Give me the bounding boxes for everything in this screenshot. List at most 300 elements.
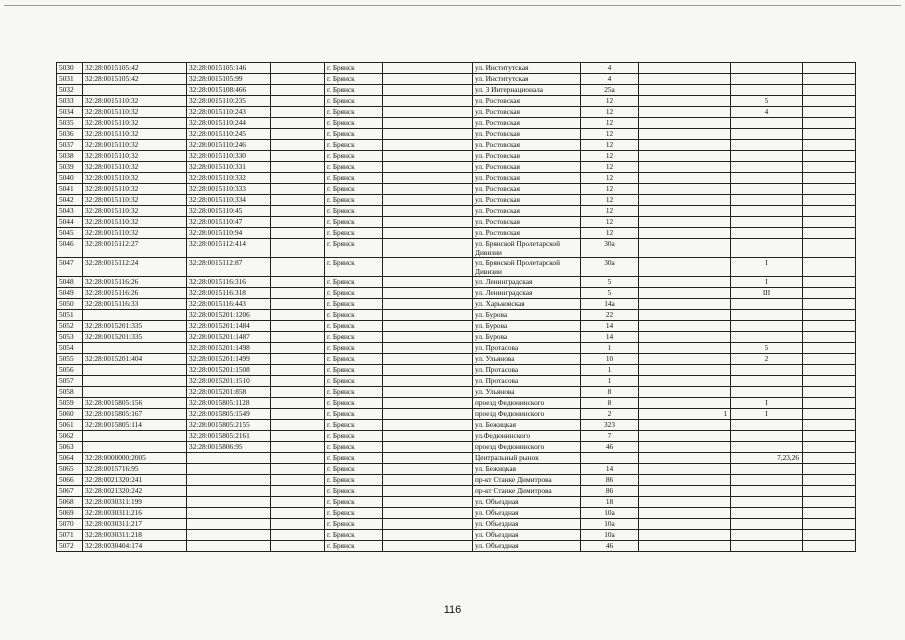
cell-room: [731, 63, 803, 74]
cell-building: [639, 151, 731, 162]
cell-parent-cadastral-number: 32:28:0000000:2005: [83, 453, 187, 464]
cell-cadastral-number: 32:28:0015201:1487: [187, 332, 271, 343]
cell-cadastral-number: 32:28:0015201:1498: [187, 343, 271, 354]
cell-house-number: 2: [581, 409, 639, 420]
cell-empty-col-c: [803, 453, 856, 464]
cell-parent-cadastral-number: 32:28:0015105:42: [83, 63, 187, 74]
cell-building: [639, 541, 731, 552]
cell-cadastral-number: 32:28:0015805:2155: [187, 420, 271, 431]
cell-empty-col-c: [803, 464, 856, 475]
cell-row-number: 5047: [57, 258, 83, 277]
cell-city: г. Брянск: [325, 299, 383, 310]
cell-street: ул. Ростовская: [473, 107, 581, 118]
table-row: [57, 442, 856, 453]
cell-street: пр-кт Станке Димитрова: [473, 475, 581, 486]
cell-empty-col-b: [383, 206, 473, 217]
cell-building: [639, 442, 731, 453]
cell-house-number: 12: [581, 151, 639, 162]
cell-empty-col-b: [383, 508, 473, 519]
cell-parent-cadastral-number: 32:28:0015110:32: [83, 107, 187, 118]
cell-street: ул. Объездная: [473, 530, 581, 541]
cell-street: ул. Ростовская: [473, 162, 581, 173]
cell-parent-cadastral-number: 32:28:0015805:156: [83, 398, 187, 409]
cell-empty-col-a: [271, 343, 325, 354]
cell-empty-col-b: [383, 239, 473, 258]
table-row: [57, 299, 856, 310]
cell-building: [639, 519, 731, 530]
cell-empty-col-c: [803, 431, 856, 442]
cell-row-number: 5060: [57, 409, 83, 420]
cell-empty-col-a: [271, 475, 325, 486]
cell-row-number: 5055: [57, 354, 83, 365]
cell-empty-col-c: [803, 96, 856, 107]
table-row: [57, 530, 856, 541]
cell-cadastral-number: [187, 530, 271, 541]
table-row: [57, 206, 856, 217]
cell-city: г. Брянск: [325, 519, 383, 530]
cell-parent-cadastral-number: [83, 376, 187, 387]
cell-room: [731, 206, 803, 217]
cell-empty-col-a: [271, 398, 325, 409]
cell-house-number: 8: [581, 387, 639, 398]
cell-row-number: 5031: [57, 74, 83, 85]
cell-row-number: 5061: [57, 420, 83, 431]
cell-room: I: [731, 258, 803, 277]
cell-city: г. Брянск: [325, 409, 383, 420]
cell-house-number: 1: [581, 376, 639, 387]
cell-empty-col-a: [271, 299, 325, 310]
cell-room: 5: [731, 343, 803, 354]
cell-building: [639, 332, 731, 343]
cell-city: г. Брянск: [325, 277, 383, 288]
table-row: [57, 85, 856, 96]
cell-row-number: 5051: [57, 310, 83, 321]
cell-street: ул. Ростовская: [473, 140, 581, 151]
cell-street: Центральный рынок: [473, 453, 581, 464]
cell-parent-cadastral-number: [83, 85, 187, 96]
cell-room: [731, 173, 803, 184]
cell-parent-cadastral-number: 32:28:0015201:335: [83, 332, 187, 343]
cell-street: ул. Протасова: [473, 365, 581, 376]
cell-street: ул. Ростовская: [473, 206, 581, 217]
cell-building: [639, 486, 731, 497]
cell-row-number: 5049: [57, 288, 83, 299]
cell-parent-cadastral-number: 32:28:0015105:42: [83, 74, 187, 85]
cell-street: ул. Ростовская: [473, 195, 581, 206]
cell-city: г. Брянск: [325, 206, 383, 217]
cell-building: [639, 129, 731, 140]
cell-city: г. Брянск: [325, 288, 383, 299]
cell-empty-col-b: [383, 343, 473, 354]
cell-row-number: 5070: [57, 519, 83, 530]
table-row: [57, 217, 856, 228]
cell-house-number: 14: [581, 464, 639, 475]
cell-empty-col-c: [803, 74, 856, 85]
cell-house-number: 46: [581, 442, 639, 453]
cell-empty-col-b: [383, 173, 473, 184]
table-row: [57, 409, 856, 420]
table-row: [57, 453, 856, 464]
cell-house-number: 46: [581, 541, 639, 552]
cell-room: [731, 475, 803, 486]
cell-house-number: 86: [581, 486, 639, 497]
cell-city: г. Брянск: [325, 486, 383, 497]
table-row: [57, 258, 856, 277]
cell-street: ул. Ульянова: [473, 387, 581, 398]
cell-street: ул. Протасова: [473, 376, 581, 387]
cell-cadastral-number: 32:28:0015110:243: [187, 107, 271, 118]
table-row: [57, 288, 856, 299]
cell-parent-cadastral-number: 32:28:0030404:174: [83, 541, 187, 552]
cell-cadastral-number: 32:28:0015110:45: [187, 206, 271, 217]
cell-building: [639, 118, 731, 129]
cell-room: [731, 321, 803, 332]
cell-empty-col-a: [271, 217, 325, 228]
cell-building: [639, 398, 731, 409]
cell-street: ул. Ростовская: [473, 96, 581, 107]
cell-parent-cadastral-number: 32:28:0015116:26: [83, 277, 187, 288]
cell-room: [731, 140, 803, 151]
cell-street: ул. Бежицкая: [473, 420, 581, 431]
cell-cadastral-number: 32:28:0015105:146: [187, 63, 271, 74]
cell-empty-col-b: [383, 541, 473, 552]
cell-row-number: 5067: [57, 486, 83, 497]
cell-empty-col-c: [803, 140, 856, 151]
cell-room: [731, 228, 803, 239]
cell-empty-col-a: [271, 332, 325, 343]
cell-city: г. Брянск: [325, 63, 383, 74]
cell-empty-col-a: [271, 74, 325, 85]
cell-row-number: 5048: [57, 277, 83, 288]
cell-room: [731, 431, 803, 442]
cell-empty-col-c: [803, 365, 856, 376]
cell-empty-col-a: [271, 195, 325, 206]
cell-room: [731, 464, 803, 475]
cell-empty-col-a: [271, 129, 325, 140]
cell-empty-col-c: [803, 217, 856, 228]
cell-empty-col-b: [383, 354, 473, 365]
cell-empty-col-b: [383, 151, 473, 162]
cell-empty-col-c: [803, 387, 856, 398]
cell-empty-col-a: [271, 310, 325, 321]
table-row: [57, 239, 856, 258]
cell-empty-col-b: [383, 288, 473, 299]
cell-row-number: 5071: [57, 530, 83, 541]
cell-empty-col-c: [803, 442, 856, 453]
cell-parent-cadastral-number: [83, 431, 187, 442]
cell-city: г. Брянск: [325, 343, 383, 354]
cell-empty-col-b: [383, 195, 473, 206]
cell-cadastral-number: 32:28:0015110:244: [187, 118, 271, 129]
cell-room: [731, 497, 803, 508]
cell-room: [731, 74, 803, 85]
cell-house-number: 323: [581, 420, 639, 431]
cell-building: [639, 63, 731, 74]
cell-empty-col-a: [271, 486, 325, 497]
cell-street: проезд Федюнинского: [473, 398, 581, 409]
cell-empty-col-a: [271, 354, 325, 365]
cell-street: пр-кт Станке Димитрова: [473, 486, 581, 497]
cell-cadastral-number: 32:28:0015108:466: [187, 85, 271, 96]
cell-cadastral-number: [187, 453, 271, 464]
cell-cadastral-number: 32:28:0015112:414: [187, 239, 271, 258]
cell-row-number: 5068: [57, 497, 83, 508]
cell-empty-col-c: [803, 239, 856, 258]
cell-cadastral-number: 32:28:0015110:94: [187, 228, 271, 239]
cell-row-number: 5034: [57, 107, 83, 118]
cell-city: г. Брянск: [325, 85, 383, 96]
table-row: [57, 497, 856, 508]
cell-house-number: 10а: [581, 508, 639, 519]
cell-city: г. Брянск: [325, 365, 383, 376]
cell-empty-col-b: [383, 277, 473, 288]
cell-parent-cadastral-number: 32:28:0015112:24: [83, 258, 187, 277]
cell-row-number: 5069: [57, 508, 83, 519]
cell-empty-col-c: [803, 118, 856, 129]
cell-city: г. Брянск: [325, 151, 383, 162]
table-row: [57, 431, 856, 442]
cell-empty-col-c: [803, 299, 856, 310]
cell-street: ул. Брянской Пролетарской Дивизии: [473, 258, 581, 277]
cell-empty-col-b: [383, 162, 473, 173]
cell-street: ул. Бурова: [473, 321, 581, 332]
cell-empty-col-c: [803, 228, 856, 239]
cell-house-number: 4: [581, 74, 639, 85]
cell-street: ул. Ростовская: [473, 184, 581, 195]
cell-row-number: 5039: [57, 162, 83, 173]
cell-street: ул. Ростовская: [473, 151, 581, 162]
cell-room: 2: [731, 354, 803, 365]
cell-house-number: 22: [581, 310, 639, 321]
top-border-line: [4, 5, 901, 6]
cell-building: [639, 195, 731, 206]
cell-empty-col-c: [803, 497, 856, 508]
cell-building: [639, 530, 731, 541]
cell-empty-col-c: [803, 184, 856, 195]
cell-city: г. Брянск: [325, 107, 383, 118]
cell-room: [731, 376, 803, 387]
cell-building: [639, 299, 731, 310]
table-row: [57, 277, 856, 288]
table-row: [57, 486, 856, 497]
cell-city: г. Брянск: [325, 453, 383, 464]
cell-parent-cadastral-number: [83, 365, 187, 376]
cell-parent-cadastral-number: [83, 442, 187, 453]
cell-street: ул. Протасова: [473, 343, 581, 354]
cell-house-number: 4: [581, 63, 639, 74]
cell-city: г. Брянск: [325, 354, 383, 365]
cell-empty-col-b: [383, 258, 473, 277]
cell-cadastral-number: 32:28:0015110:245: [187, 129, 271, 140]
cell-house-number: 12: [581, 173, 639, 184]
cell-cadastral-number: 32:28:0015110:235: [187, 96, 271, 107]
cell-parent-cadastral-number: 32:28:0030311:217: [83, 519, 187, 530]
cell-cadastral-number: 32:28:0015110:332: [187, 173, 271, 184]
cell-row-number: 5065: [57, 464, 83, 475]
cell-parent-cadastral-number: 32:28:0015112:27: [83, 239, 187, 258]
cell-empty-col-a: [271, 288, 325, 299]
cell-empty-col-a: [271, 387, 325, 398]
cell-building: [639, 74, 731, 85]
page-number: 116: [443, 604, 462, 616]
cell-empty-col-c: [803, 85, 856, 96]
cell-empty-col-b: [383, 299, 473, 310]
cell-cadastral-number: 32:28:0015806:95: [187, 442, 271, 453]
cell-empty-col-a: [271, 365, 325, 376]
table-row: [57, 228, 856, 239]
cell-parent-cadastral-number: 32:28:0015110:32: [83, 195, 187, 206]
cell-row-number: 5064: [57, 453, 83, 464]
cell-empty-col-c: [803, 530, 856, 541]
table-row: [57, 420, 856, 431]
cell-house-number: 14: [581, 321, 639, 332]
cell-room: [731, 118, 803, 129]
cell-row-number: 5038: [57, 151, 83, 162]
table-row: [57, 475, 856, 486]
cell-room: [731, 217, 803, 228]
cell-cadastral-number: 32:28:0015112:87: [187, 258, 271, 277]
cell-city: г. Брянск: [325, 310, 383, 321]
cell-empty-col-c: [803, 151, 856, 162]
cell-house-number: 1: [581, 343, 639, 354]
cell-empty-col-b: [383, 321, 473, 332]
cell-row-number: 5058: [57, 387, 83, 398]
cell-city: г. Брянск: [325, 376, 383, 387]
cell-parent-cadastral-number: 32:28:0015110:32: [83, 118, 187, 129]
table-row: [57, 376, 856, 387]
cell-row-number: 5053: [57, 332, 83, 343]
cell-street: ул. Ростовская: [473, 173, 581, 184]
cell-street: ул. Ростовская: [473, 129, 581, 140]
cell-empty-col-b: [383, 376, 473, 387]
cell-row-number: 5044: [57, 217, 83, 228]
cell-empty-col-b: [383, 365, 473, 376]
cell-city: г. Брянск: [325, 217, 383, 228]
table-row: [57, 398, 856, 409]
cell-row-number: 5057: [57, 376, 83, 387]
cell-city: г. Брянск: [325, 464, 383, 475]
registry-table: [56, 62, 856, 552]
cell-house-number: 12: [581, 217, 639, 228]
cell-parent-cadastral-number: 32:28:0015110:32: [83, 217, 187, 228]
table-body: [57, 63, 856, 552]
table-row: [57, 387, 856, 398]
table-row: [57, 321, 856, 332]
cell-empty-col-a: [271, 464, 325, 475]
cell-house-number: 12: [581, 107, 639, 118]
cell-parent-cadastral-number: [83, 310, 187, 321]
cell-row-number: 5042: [57, 195, 83, 206]
cell-street: ул. Бурова: [473, 332, 581, 343]
cell-cadastral-number: [187, 475, 271, 486]
cell-street: ул. Бежицкая: [473, 464, 581, 475]
table-row: [57, 310, 856, 321]
cell-building: [639, 464, 731, 475]
cell-row-number: 5059: [57, 398, 83, 409]
cell-building: [639, 96, 731, 107]
cell-empty-col-a: [271, 140, 325, 151]
cell-room: [731, 387, 803, 398]
cell-city: г. Брянск: [325, 442, 383, 453]
cell-building: [639, 497, 731, 508]
cell-empty-col-c: [803, 541, 856, 552]
cell-city: г. Брянск: [325, 184, 383, 195]
cell-cadastral-number: [187, 486, 271, 497]
cell-house-number: 7: [581, 431, 639, 442]
table-row: [57, 140, 856, 151]
cell-empty-col-a: [271, 541, 325, 552]
cell-empty-col-c: [803, 162, 856, 173]
cell-house-number: 14а: [581, 299, 639, 310]
cell-empty-col-c: [803, 332, 856, 343]
cell-house-number: 10а: [581, 519, 639, 530]
cell-room: [731, 195, 803, 206]
cell-house-number: 12: [581, 228, 639, 239]
cell-empty-col-a: [271, 173, 325, 184]
cell-empty-col-b: [383, 228, 473, 239]
cell-cadastral-number: 32:28:0015201:1510: [187, 376, 271, 387]
cell-row-number: 5040: [57, 173, 83, 184]
cell-empty-col-c: [803, 519, 856, 530]
cell-empty-col-b: [383, 409, 473, 420]
cell-cadastral-number: 32:28:0015110:47: [187, 217, 271, 228]
cell-row-number: 5063: [57, 442, 83, 453]
cell-row-number: 5045: [57, 228, 83, 239]
cell-cadastral-number: [187, 508, 271, 519]
cell-empty-col-a: [271, 107, 325, 118]
cell-parent-cadastral-number: 32:28:0015110:32: [83, 96, 187, 107]
cell-building: [639, 475, 731, 486]
cell-street: ул. Институтская: [473, 74, 581, 85]
cell-empty-col-b: [383, 431, 473, 442]
table-row: [57, 162, 856, 173]
cell-empty-col-c: [803, 63, 856, 74]
cell-cadastral-number: 32:28:0015805:1549: [187, 409, 271, 420]
cell-room: [731, 365, 803, 376]
cell-parent-cadastral-number: 32:28:0015201:404: [83, 354, 187, 365]
table-row: [57, 118, 856, 129]
cell-row-number: 5033: [57, 96, 83, 107]
table-row: [57, 519, 856, 530]
cell-building: [639, 85, 731, 96]
cell-empty-col-b: [383, 486, 473, 497]
cell-cadastral-number: 32:28:0015116:316: [187, 277, 271, 288]
cell-street: ул. Ленинградская: [473, 288, 581, 299]
cell-building: [639, 206, 731, 217]
cell-city: г. Брянск: [325, 118, 383, 129]
cell-parent-cadastral-number: 32:28:0015116:26: [83, 288, 187, 299]
cell-cadastral-number: [187, 497, 271, 508]
cell-parent-cadastral-number: 32:28:0015110:32: [83, 228, 187, 239]
cell-row-number: 5041: [57, 184, 83, 195]
cell-empty-col-a: [271, 206, 325, 217]
cell-parent-cadastral-number: 32:28:0015116:33: [83, 299, 187, 310]
cell-city: г. Брянск: [325, 258, 383, 277]
table-row: [57, 151, 856, 162]
cell-parent-cadastral-number: 32:28:0015110:32: [83, 162, 187, 173]
cell-city: г. Брянск: [325, 195, 383, 206]
cell-city: г. Брянск: [325, 228, 383, 239]
cell-street: ул. Институтская: [473, 63, 581, 74]
table-row: [57, 184, 856, 195]
cell-empty-col-a: [271, 431, 325, 442]
cell-house-number: 5: [581, 277, 639, 288]
cell-building: [639, 239, 731, 258]
cell-building: [639, 162, 731, 173]
cell-house-number: 12: [581, 184, 639, 195]
cell-street: ул. Брянской Пролетарской Дивизии: [473, 239, 581, 258]
cell-empty-col-b: [383, 217, 473, 228]
